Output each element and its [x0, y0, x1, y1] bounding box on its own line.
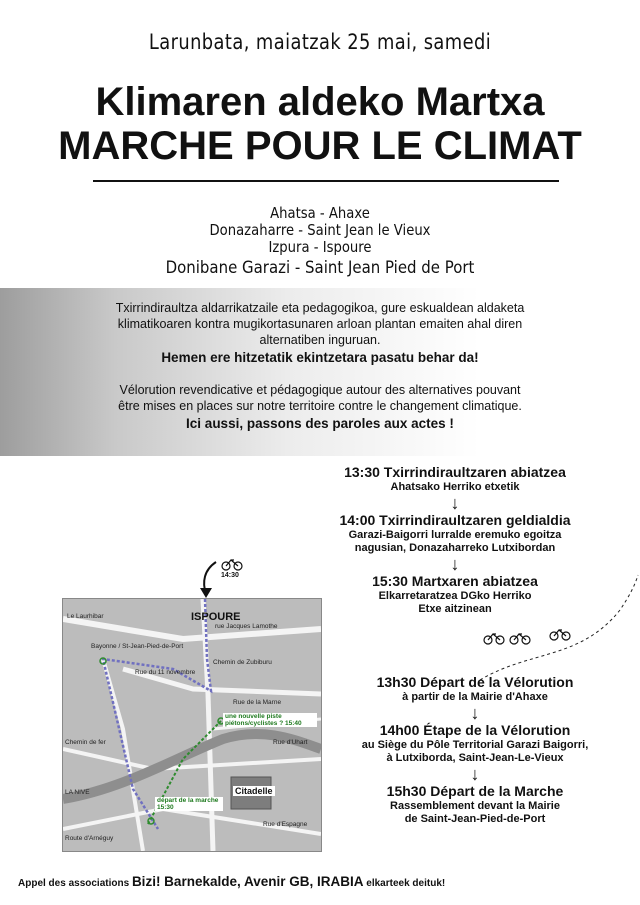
map-label-laurhibar: Le Laurhibar [67, 613, 104, 620]
down-arrow-icon: ↓ [450, 554, 460, 574]
map-label-nive: LA NIVE [65, 789, 90, 796]
bicycle-icon [222, 560, 242, 570]
step-heading: 15:30 Martxaren abiatzea [372, 573, 538, 589]
footer-organizations: Bizi! Barnekalde, Avenir GB, IRABIA [131, 874, 364, 889]
map-bike-time: 14:30 [221, 572, 239, 579]
schedule-step [290, 512, 620, 555]
map-label-zubiburu: Chemin de Zubiburu [213, 659, 272, 666]
step-heading: 15h30 Départ de la Marche [386, 783, 564, 799]
map-label-rue-uhart: Rue d'Uhart [273, 739, 308, 746]
step-heading: 14:00 Txirrindiraultzaren geldialdia [339, 512, 571, 528]
town-ahaxe: Ahatsa - Ahaxe [270, 204, 370, 222]
bike-trail-decoration [470, 570, 640, 690]
map-label-new-path: une nouvelle piste piétons/cyclistes ? 15:40 [223, 713, 317, 727]
event-date: Larunbata, maiatzak 25 mai, samedi [148, 30, 492, 54]
map-label-rue-11-novembre: Rue du 11 novembre [135, 669, 196, 676]
step-heading: 13h30 Départ de la Vélorution [376, 674, 574, 690]
schedule-step [320, 674, 630, 704]
divider-rule [93, 180, 559, 182]
step-detail: Etxe aitzinean [418, 603, 492, 615]
step-heading: 13:30 Txirrindiraultzaren abiatzea [344, 464, 566, 480]
step-detail: Elkarretaratzea DGko Herriko [378, 590, 532, 602]
step-detail: au Siège du Pôle Territorial Garazi Baigorri, [361, 739, 589, 751]
intro-french-text: Vélorution revendicative et pédagogique autour des alternatives pouvant être mises en places sur notre territoire contre le changement climatique. [118, 383, 522, 413]
route-map [62, 598, 322, 852]
down-arrow-icon: ↓ [470, 703, 480, 723]
title-french: MARCHE POUR LE CLIMAT [58, 124, 582, 168]
town-saint-jean-le-vieux: Donazaharre - Saint Jean le Vieux [209, 221, 431, 239]
step-detail: à partir de la Mairie d'Ahaxe [402, 691, 548, 703]
map-label-ispoure: ISPOURE [191, 611, 241, 623]
map-label-rue-espagne: Rue d'Espagne [263, 821, 308, 828]
footer-organizers [18, 874, 628, 889]
step-detail: Garazi-Baigorri lurralde eremuko egoitza [348, 529, 562, 541]
down-arrow-icon: ↓ [450, 493, 460, 513]
step-detail: Rassemblement devant la Mairie [390, 800, 560, 812]
towns-list [0, 205, 640, 280]
down-arrow-icon: ↓ [470, 764, 480, 784]
map-label-arneguy: Route d'Arnéguy [65, 835, 114, 842]
step-detail: de Saint-Jean-Pied-de-Port [404, 813, 546, 825]
town-saint-jean-pied-de-port: Donibane Garazi - Saint Jean Pied de Port [165, 258, 475, 278]
footer-prefix: Appel des associations [18, 878, 130, 889]
map-label-rue-marne: Rue de la Marne [233, 699, 282, 706]
intro-text [110, 300, 530, 434]
map-label-rue: rue Jacques Lamothe [215, 623, 278, 630]
map-label-bayonne: Bayonne / St-Jean-Pied-de-Port [91, 643, 184, 650]
title-basque: Klimaren aldeko Martxa [95, 80, 545, 124]
town-ispoure: Izpura - Ispoure [268, 238, 372, 256]
bicycle-icon [550, 630, 570, 640]
footer-suffix: elkarteek deituk! [366, 878, 446, 889]
schedule-step [320, 722, 630, 765]
intro-basque-slogan: Hemen ere hitzetatik ekintzetara pasatu behar da! [161, 350, 479, 365]
step-detail: à Lutxiborda, Saint-Jean-Le-Vieux [386, 752, 564, 764]
map-pointer [196, 556, 256, 602]
schedule-french [320, 674, 630, 826]
bicycle-icon [510, 634, 530, 644]
schedule-step [320, 783, 630, 826]
bicycle-icon [484, 634, 504, 644]
step-detail: Ahatsako Herriko etxetik [390, 481, 520, 493]
map-label-citadelle: Citadelle [235, 786, 273, 796]
step-heading: 14h00 Étape de la Vélorution [379, 722, 571, 738]
schedule-step [290, 464, 620, 494]
map-label-march-start: départ de la marche 15:30 [155, 797, 223, 811]
intro-basque-text: Txirrindiraultza aldarrikatzaile eta pedagogikoa, gure eskualdean aldaketa klimatikoaren kontra mugikortasunaren arloan plantan emaiten ahal diren alternatiben inguruan. [115, 301, 525, 347]
intro-french-slogan: Ici aussi, passons des paroles aux actes ! [186, 416, 454, 431]
map-label-chemin-fer: Chemin de fer [65, 739, 106, 746]
step-detail: nagusian, Donazaharreko Lutxibordan [354, 542, 556, 554]
